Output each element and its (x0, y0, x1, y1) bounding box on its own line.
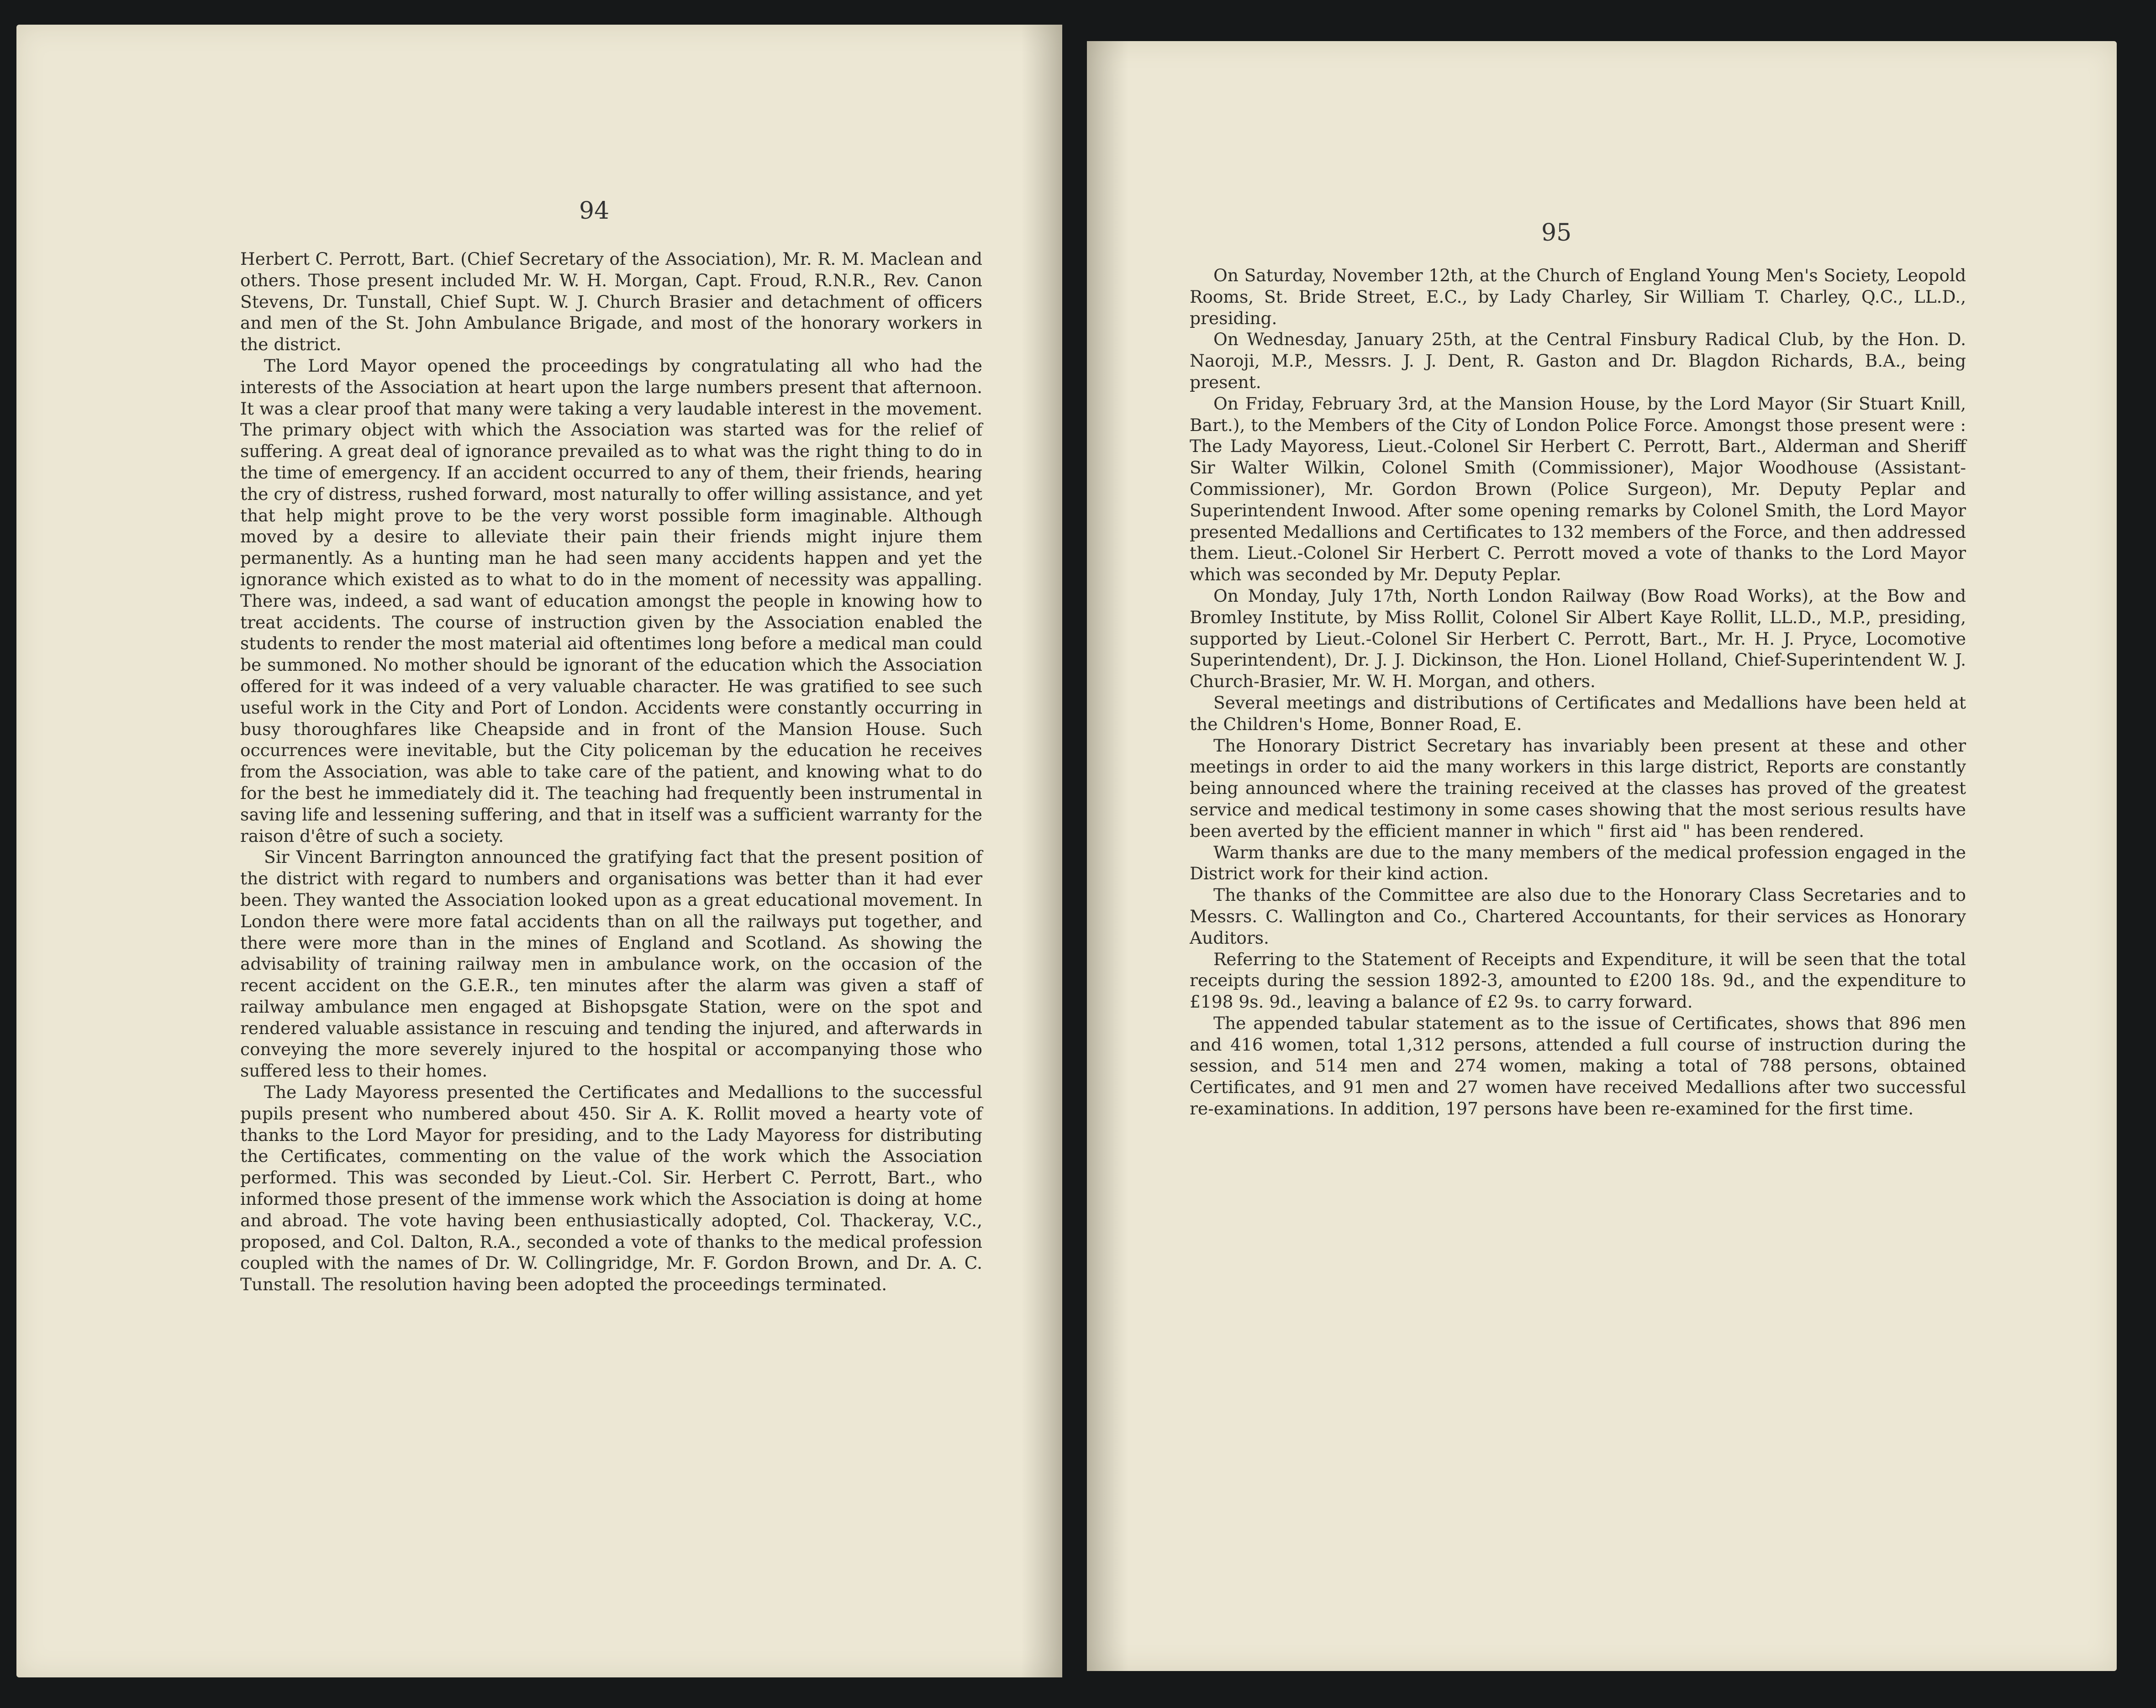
right-paragraph-6: The Honorary District Secretary has invariably been present at these and other meetings in order to aid the many workers in this large district, Reports are constantly being announced where the training received at the classes has proved of the greatest service and medical testimony in some cases showing that the most serious results have been averted by the efficient manner in which " first aid " has been rendered. (1190, 735, 1966, 841)
right-paragraph-9: Referring to the Statement of Receipts and Expenditure, it will be seen that the total receipts during the session 1892-3, amounted to £200 18s. 9d., and the expenditure to £198 9s. 9d., leaving a balance of £2 9s. to carry forward. (1190, 949, 1966, 1012)
left-paragraph-2: The Lord Mayor opened the proceedings by congratulating all who had the interests of the Association at heart upon the large numbers present that afternoon. It was a clear proof that many were taking a very laudable interest in the movement. The primary object with which the Association was started was for the relief of suffering. A great deal of ignorance prevailed as to what was the right thing to do in the time of emergency. If an accident occurred to any of them, their friends, hearing the cry of distress, rushed forward, most naturally to offer willing assistance, and yet that help might prove to be the very worst possible form imaginable. Although moved by a desire to alleviate their pain their friends might injure them permanently. As a hunting man he had seen many accidents happen and yet the ignorance which existed as to what to do in the moment of necessity was appalling. There was, indeed, a sad want of education amongst the people in knowing how to treat accidents. The course of instruction given by the Association enabled the students to render the most material aid oftentimes long before a medical man could be summoned. No mother should be ignorant of the education which the Association offered for it was indeed of a very valuable character. He was gratified to see such useful work in the City and Port of London. Accidents were constantly occurring in busy thoroughfares like Cheapside and in front of the Mansion House. Such occurrences were inevitable, but the City policeman by the education he receives from the Association, was able to take care of the patient, and knowing what to do for the best he immediately did it. The teaching had frequently been instrumental in saving life and lessening suffering, and that in itself was a sufficient warranty for the raison d'être of such a society. (240, 355, 982, 846)
left-paragraph-4: The Lady Mayoress presented the Certificates and Medallions to the successful pupils present who numbered about 450. Sir A. K. Rollit moved a hearty vote of thanks to the Lord Mayor for presiding, and to the Lady Mayoress for distributing the Certificates, commenting on the value of the work which the Association performed. This was seconded by Lieut.-Col. Sir. Herbert C. Perrott, Bart., who informed those present of the immense work which the Association is doing at home and abroad. The vote having been enthusiastically adopted, Col. Thackeray, V.C., proposed, and Col. Dalton, R.A., seconded a vote of thanks to the medical profession coupled with the names of Dr. W. Collingridge, Mr. F. Gordon Brown, and Dr. A. C. Tunstall. The resolution having been adopted the proceedings terminated. (240, 1082, 982, 1295)
left-paragraph-1: Herbert C. Perrott, Bart. (Chief Secretary of the Association), Mr. R. M. Maclean and others. Those present included Mr. W. H. Morgan, Capt. Froud, R.N.R., Rev. Canon Stevens, Dr. Tunstall, Chief Supt. W. J. Church Brasier and detachment of officers and men of the St. John Ambulance Brigade, and most of the honorary workers in the district. (240, 249, 982, 355)
right-paragraph-8: The thanks of the Committee are also due to the Honorary Class Secretaries and to Messrs. C. Wallington and Co., Chartered Accountants, for their services as Honorary Auditors. (1190, 885, 1966, 948)
left-page-gutter-shadow (1021, 25, 1062, 1677)
right-paragraph-3: On Friday, February 3rd, at the Mansion House, by the Lord Mayor (Sir Stuart Knill, Bart.), to the Members of the City of London Police Force. Amongst those present were : The Lady Mayoress, Lieut.-Colonel Sir Herbert C. Perrott, Bart., Alderman and Sheriff Sir Walter Wilkin, Colonel Smith (Commissioner), Major Woodhouse (Assistant-Commissioner), Mr. Gordon Brown (Police Surgeon), Mr. Deputy Peplar and Superintendent Inwood. After some opening remarks by Colonel Smith, the Lord Mayor presented Medallions and Certificates to 132 members of the Force, and then addressed them. Lieut.-Colonel Sir Herbert C. Perrott moved a vote of thanks to the Lord Mayor which was seconded by Mr. Deputy Peplar. (1190, 393, 1966, 585)
left-page-text (240, 248, 982, 1295)
right-page-text (1190, 265, 1966, 1119)
left-page (16, 25, 1062, 1677)
left-page-number: 94 (579, 197, 610, 225)
right-paragraph-5: Several meetings and distributions of Certificates and Medallions have been held at the Children's Home, Bonner Road, E. (1190, 692, 1966, 734)
right-page (1087, 41, 2117, 1671)
right-paragraph-1: On Saturday, November 12th, at the Church of England Young Men's Society, Leopold Rooms, St. Bride Street, E.C., by Lady Charley, Sir William T. Charley, Q.C., LL.D., presiding. (1190, 265, 1966, 328)
right-paragraph-7: Warm thanks are due to the many members of the medical profession engaged in the District work for their kind action. (1190, 842, 1966, 884)
right-paragraph-4: On Monday, July 17th, North London Railway (Bow Road Works), at the Bow and Bromley Institute, by Miss Rollit, Colonel Sir Albert Kaye Rollit, LL.D., M.P., presiding, supported by Lieut.-Colonel Sir Herbert C. Perrott, Bart., Mr. H. J. Pryce, Locomotive Superintendent), Dr. J. J. Dickinson, the Hon. Lionel Holland, Chief-Superintendent W. J. Church-Brasier, Mr. W. H. Morgan, and others. (1190, 585, 1966, 692)
right-paragraph-2: On Wednesday, January 25th, at the Central Finsbury Radical Club, by the Hon. D. Naoroji, M.P., Messrs. J. J. Dent, R. Gaston and Dr. Blagdon Richards, B.A., being present. (1190, 329, 1966, 392)
right-page-gutter-shadow (1087, 41, 1128, 1671)
right-page-number: 95 (1541, 219, 1572, 247)
left-paragraph-3: Sir Vincent Barrington announced the gratifying fact that the present position of the district with regard to numbers and organisations was better than it had ever been. They wanted the Association looked upon as a great educational movement. In London there were more fatal accidents than on all the railways put together, and there were more than in the mines of England and Scotland. As showing the advisability of training railway men in ambulance work, on the occasion of the recent accident on the G.E.R., ten minutes after the alarm was given a staff of railway ambulance men engaged at Bishopsgate Station, were on the spot and rendered valuable assistance in rescuing and tending the injured, and afterwards in conveying the more severely injured to the hospital or accompanying those who suffered less to their homes. (240, 847, 982, 1081)
right-paragraph-10: The appended tabular statement as to the issue of Certificates, shows that 896 men and 416 women, total 1,312 persons, attended a full course of instruction during the session, and 514 men and 274 women, making a total of 788 persons, obtained Certificates, and 91 men and 27 women have received Medallions after two successful re-examinations. In addition, 197 persons have been re-examined for the first time. (1190, 1013, 1966, 1119)
